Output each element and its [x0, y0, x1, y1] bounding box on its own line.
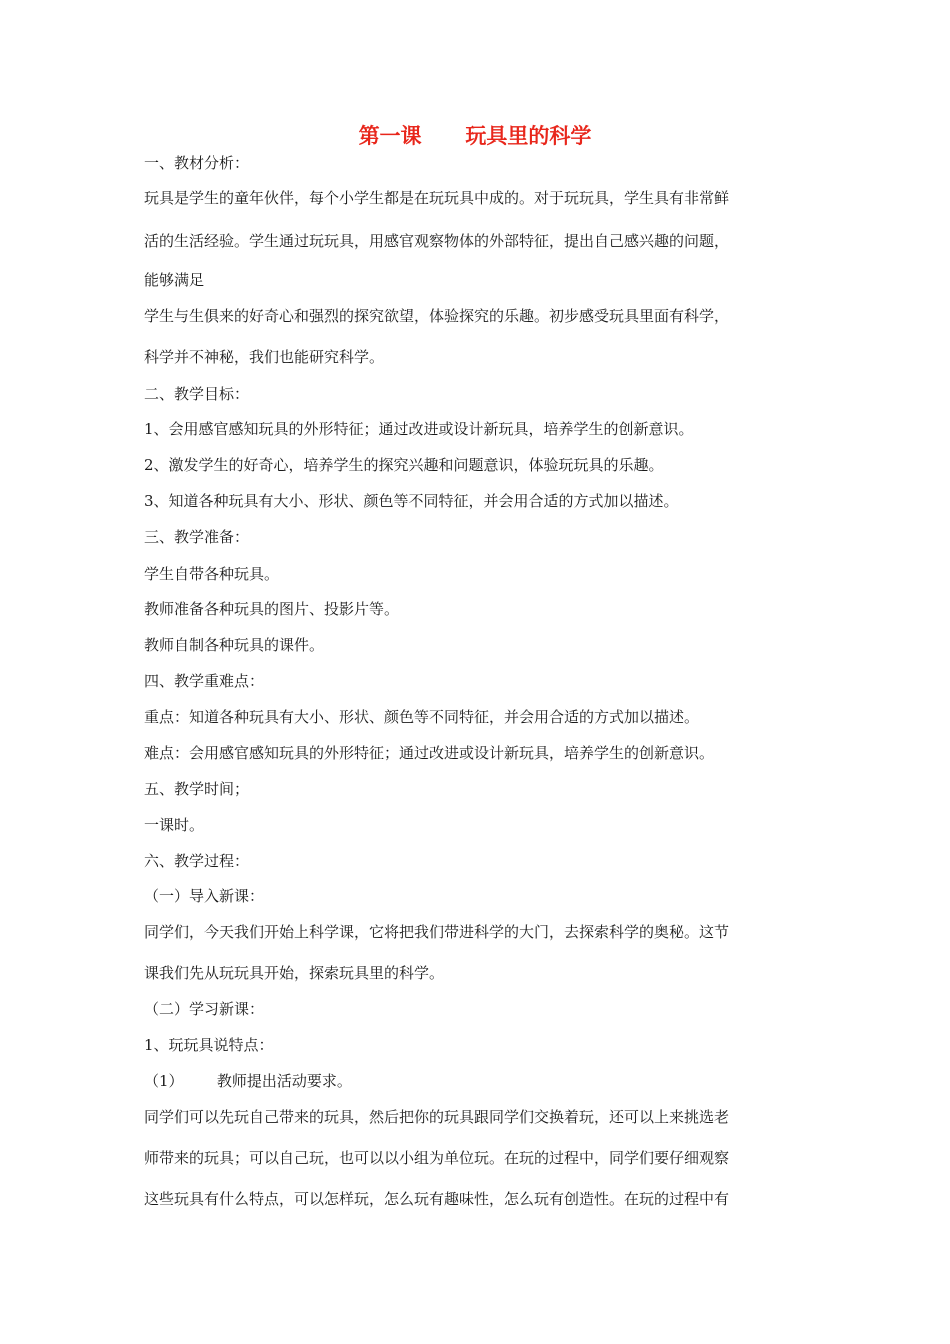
paragraph-line: 教师自制各种玩具的课件。: [144, 636, 325, 654]
paragraph-line: 学生与生俱来的好奇心和强烈的探究欲望，体验探究的乐趣。初步感受玩具里面有科学，: [144, 307, 730, 325]
subsection-heading: 1、玩玩具说特点：: [144, 1036, 274, 1054]
paragraph-line: 玩具是学生的童年伙伴，每个小学生都是在玩玩具中成的。对于玩玩具，学生具有非常鲜: [144, 189, 730, 207]
paragraph-line: 课我们先从玩玩具开始，探索玩具里的科学。: [144, 964, 445, 982]
paragraph-line: 学生自带各种玩具。: [144, 565, 280, 583]
paragraph-line: 能够满足: [144, 271, 205, 289]
paragraph-line: 这些玩具有什么特点，可以怎样玩，怎么玩有趣味性，怎么玩有创造性。在玩的过程中有: [144, 1190, 730, 1208]
document-title: 第一课 玩具里的科学: [358, 123, 592, 148]
paragraph-line: 同学们，今天我们开始上科学课，它将把我们带进科学的大门，去探索科学的奥秘。这节: [144, 923, 730, 941]
paragraph-line: 教师准备各种玩具的图片、投影片等。: [144, 600, 400, 618]
section-heading-key-points: 四、教学重难点：: [144, 672, 265, 690]
section-heading-preparation: 三、教学准备：: [144, 528, 250, 546]
paragraph-line: 重点：知道各种玩具有大小、形状、颜色等不同特征，并会用合适的方式加以描述。: [144, 708, 700, 726]
list-item: 3、知道各种玩具有大小、形状、颜色等不同特征，并会用合适的方式加以描述。: [144, 492, 679, 510]
subsection-heading: （二）学习新课：: [144, 1000, 265, 1018]
paragraph-line: 同学们可以先玩自己带来的玩具，然后把你的玩具跟同学们交换着玩，还可以上来挑选老: [144, 1108, 730, 1126]
paragraph-line: 一课时。: [144, 816, 205, 834]
paragraph-line: 活的生活经验。学生通过玩玩具，用感官观察物体的外部特征，提出自己感兴趣的问题，: [144, 232, 730, 250]
list-item: 1、会用感官感知玩具的外形特征；通过改进或设计新玩具，培养学生的创新意识。: [144, 420, 694, 438]
section-heading-textbook-analysis: 一、教材分析：: [144, 154, 250, 172]
paragraph-line: 难点：会用感官感知玩具的外形特征；通过改进或设计新玩具，培养学生的创新意识。: [144, 744, 715, 762]
paragraph-line: 科学并不神秘，我们也能研究科学。: [144, 348, 385, 366]
list-item: 2、激发学生的好奇心，培养学生的探究兴趣和问题意识，体验玩玩具的乐趣。: [144, 456, 664, 474]
section-heading-teaching-goals: 二、教学目标：: [144, 385, 250, 403]
list-item: （1） 教师提出活动要求。: [144, 1072, 352, 1090]
section-heading-teaching-time: 五、教学时间；: [144, 780, 250, 798]
section-heading-teaching-process: 六、教学过程：: [144, 852, 250, 870]
paragraph-line: 师带来的玩具；可以自己玩，也可以以小组为单位玩。在玩的过程中，同学们要仔细观察: [144, 1149, 730, 1167]
subsection-heading: （一）导入新课：: [144, 887, 265, 905]
